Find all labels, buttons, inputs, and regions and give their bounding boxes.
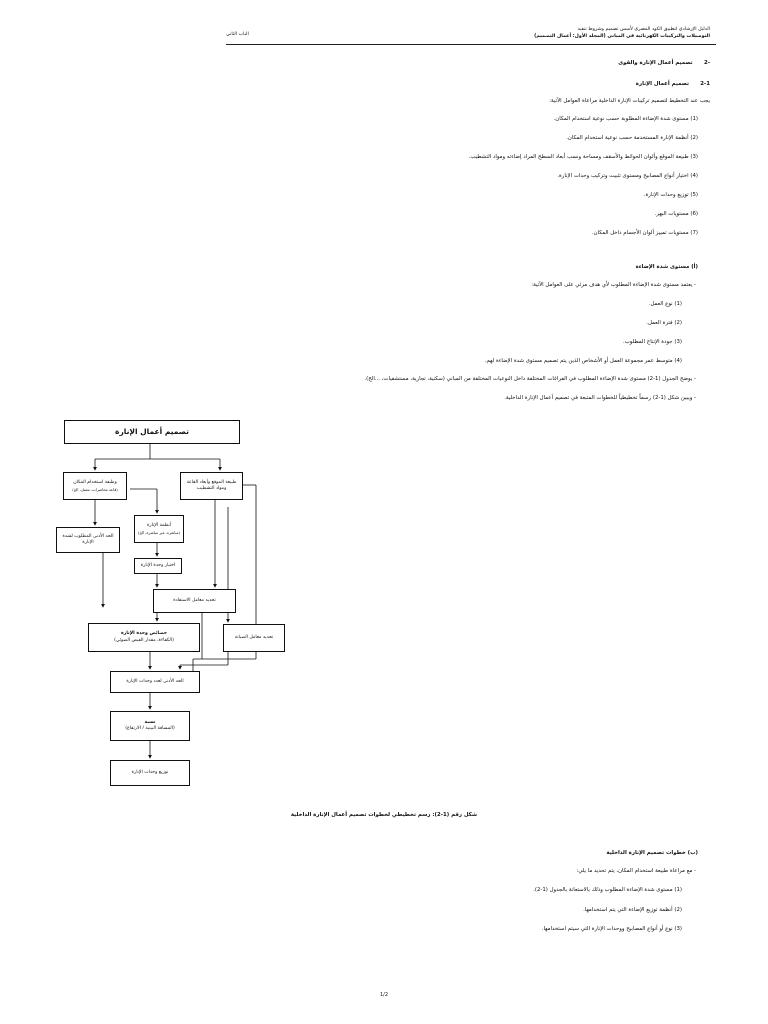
flow-ratio-label: نسبة bbox=[144, 719, 156, 725]
flow-choose-unit-box bbox=[134, 558, 182, 574]
flow-usage-sub: (قاعة محاضرات، معمل، الخ) bbox=[72, 486, 118, 492]
a-item: (1) نوع العمل. bbox=[648, 301, 682, 307]
flow-systems-box bbox=[134, 515, 184, 543]
flow-properties-label: خصائص وحدة الإنارة bbox=[120, 631, 168, 636]
header-line-1: الدليل الإرشادي لتطبيق الكود المصري لأسس تصميم وشروط تنفيذ bbox=[577, 27, 710, 32]
factor-item: (6) مستويات البهر. bbox=[654, 211, 698, 217]
a-note-table: - يوضح الجدول (1-2) مستوى شدة الإضاءة المطلوب في الفراغات المختلفة داخل النوعيات المختلفة من المباني (سكنية، تجارية، مستشفيات، ...الخ). bbox=[364, 376, 696, 382]
factor-item: (1) مستوى شدة الإضاءة المطلوبة حسب نوعية استخدام المكان. bbox=[553, 116, 698, 122]
subsection-b-title: (ب) خطوات تصميم الإنارة الداخلية bbox=[606, 850, 698, 856]
flow-choose-unit-label: اختيار وحدة الإنارة bbox=[140, 562, 176, 568]
flow-usage-label: وظيفة استخدام المكان bbox=[73, 480, 117, 485]
subsection-a-title: (أ) مستوى شدة الإضاءة bbox=[635, 264, 698, 270]
flow-maintenance-label: تحديد معامل الصيانة bbox=[234, 634, 274, 640]
header-titles bbox=[530, 26, 710, 40]
b-item: (2) أنظمة توزيع الإضاءة التي يتم استخدامها. bbox=[583, 907, 682, 913]
flow-properties-sub: (الكفاءة، مقدار الفيض الضوئي) bbox=[114, 637, 174, 643]
flow-distribution-label: توزيع وحدات الإنارة bbox=[131, 769, 169, 775]
section-b-design-steps bbox=[210, 850, 710, 940]
b-item: (3) نوع أو أنواع المصابيح ووحدات الإنارة التي سيتم استخدامها. bbox=[541, 926, 682, 932]
section-2-title: تصميم أعمال الإنارة والقوى bbox=[618, 60, 693, 66]
section-2-1-title: تصميم أعمال الإنارة bbox=[635, 81, 689, 87]
a-item: (3) جودة الإنتاج المطلوب. bbox=[623, 339, 682, 345]
flow-distribution-box bbox=[110, 760, 190, 786]
flow-utilization-box bbox=[153, 589, 236, 613]
header-chapter: الباب الثاني bbox=[226, 32, 249, 37]
flow-min-units-label: الحد الأدنى لعدد وحدات الإنارة bbox=[126, 678, 184, 684]
flow-utilization-label: تحديد معامل الاستفادة bbox=[173, 597, 216, 603]
figure-caption: شكل رقم (1-2): رسم تخطيطي لخطوات تصميم أعمال الإنارة الداخلية bbox=[290, 812, 478, 818]
flow-site-box bbox=[180, 472, 243, 500]
factor-item: (2) أنظمة الإنارة المستخدمة حسب نوعية استخدام المكان. bbox=[566, 135, 698, 141]
section-lighting-design bbox=[210, 60, 710, 420]
factor-item: (7) مستويات تمييز ألوان الأجسام داخل المكان. bbox=[591, 230, 698, 236]
a-note-figure: - ويبين شكل (1-2) رسماً تخطيطياً للخطوات المتبعة في تصميم أعمال الإنارة الداخلية. bbox=[504, 395, 696, 401]
factors-intro: يجب عند التخطيط لتصميم تركيبات الإنارة الداخلية مراعاة العوامل الآتية: bbox=[549, 98, 710, 104]
flow-title: تصميم أعمال الإنارة bbox=[115, 426, 189, 436]
flow-min-level-box bbox=[56, 527, 120, 553]
flow-title-box bbox=[64, 420, 240, 444]
flow-ratio-box bbox=[110, 711, 190, 741]
flow-ratio-sub: (المسافة البينية / الارتفاع) bbox=[125, 726, 175, 731]
header-line-2: التوصيلات والتركيبات الكهربائية في المباني (المجلد الأول: أعمال التصميم) bbox=[534, 34, 710, 39]
factor-item: (4) اختيار أنواع المصابيح ومستوى تثبيت وتركيب وحدات الإنارة. bbox=[557, 173, 698, 179]
b-item: (1) مستوى شدة الإضاءة المطلوب وذلك بالاستعانة بالجدول (1-2). bbox=[533, 887, 682, 893]
factor-item: (3) طبيعة الموقع وألوان الحوائط والأسقف ومساحة ونسب أبعاد السطح المراد إضاءته ومواد التشطيب. bbox=[468, 154, 698, 160]
flow-systems-sub: (مباشرة، غير مباشرة، الخ) bbox=[137, 529, 181, 535]
section-2-1-number: 2-1 bbox=[700, 81, 710, 87]
flow-usage-box bbox=[63, 472, 127, 500]
flow-maintenance-box bbox=[223, 624, 285, 652]
section-2-number: -2 bbox=[703, 60, 710, 66]
subsection-b-intro: - مع مراعاة طبيعة استخدام المكان، يتم تحديد ما يلي: bbox=[576, 868, 696, 874]
flow-min-level-label: الحد الأدنى المطلوب لشدة bbox=[62, 533, 114, 539]
factor-item: (5) توزيع وحدات الإنارة. bbox=[643, 192, 698, 198]
flow-properties-box bbox=[88, 623, 200, 652]
lighting-design-flowchart bbox=[40, 415, 310, 795]
flow-min-units-box bbox=[110, 671, 200, 693]
section-2-heading bbox=[618, 60, 710, 67]
header-rule bbox=[226, 44, 716, 45]
flow-min-level-sub: الإنارة bbox=[82, 540, 94, 545]
section-2-1-heading bbox=[636, 81, 710, 88]
flow-site-label: طبيعة الموقع وأبعاد القاعة bbox=[186, 479, 237, 485]
a-item: (4) متوسط عمر مجموعة العمل أو الأشخاص الذين يتم تصميم مستوى شدة الإضاءة لهم. bbox=[484, 358, 682, 364]
flow-systems-label: أنظمة الإنارة bbox=[146, 523, 172, 528]
subsection-a-intro: - يعتمد مستوى شدة الإضاءة المطلوب لأي هدف مرئي على العوامل الآتية: bbox=[531, 282, 696, 288]
a-item: (2) فترة العمل. bbox=[646, 320, 682, 326]
page-number: 1/2 bbox=[379, 992, 389, 998]
flow-site-sub: ومواد التشطيب bbox=[196, 486, 227, 491]
